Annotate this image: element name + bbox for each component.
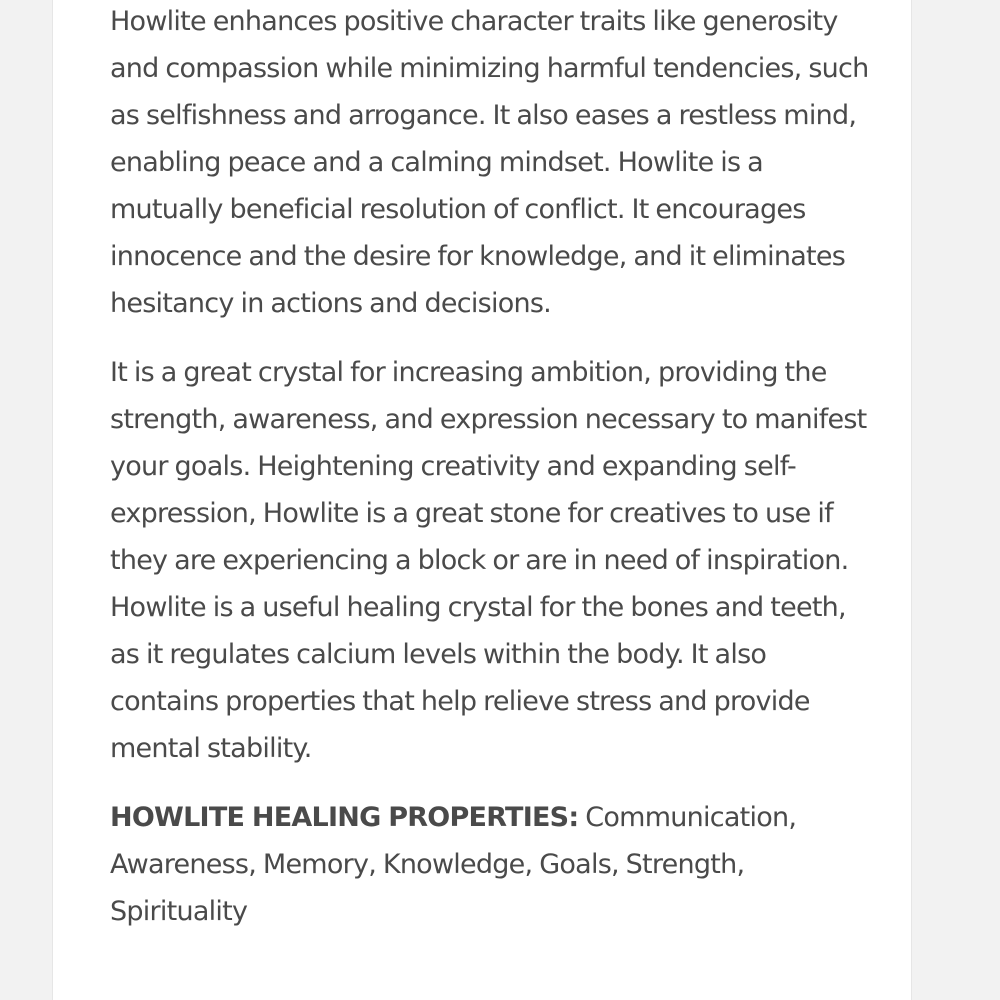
paragraph-intro: Howlite enhances positive character traits like generosity and compassion while minimizing harmful tendencies, such as selfishness and arrogance. It also eases a restless mind, enabling peace and a calming mindset. Howlite is a mutually beneficial resolution of conflict. It encourages innocence and the desire for knowledge, and it eliminates hesitancy in actions and decisions. xyxy=(110,6,869,319)
paragraph-ambition: It is a great crystal for increasing ambition, providing the strength, awareness, and expression necessary to manifest your goals. Heightening creativity and expanding self-expression, Howlite is a great stone for creatives to use if they are experiencing a block or are in need of inspiration. Howlite is a useful healing crystal for the bones and teeth, as it regulates calcium levels within the body. It also contains properties that help relieve stress and provide mental stability. xyxy=(110,357,867,764)
healing-properties-list: Communication, Awareness, Memory, Knowledge, Goals, Strength, Spirituality xyxy=(110,802,797,927)
healing-properties-label: HOWLITE HEALING PROPERTIES: xyxy=(110,802,579,833)
healing-properties xyxy=(110,794,870,935)
article-body xyxy=(110,0,870,957)
